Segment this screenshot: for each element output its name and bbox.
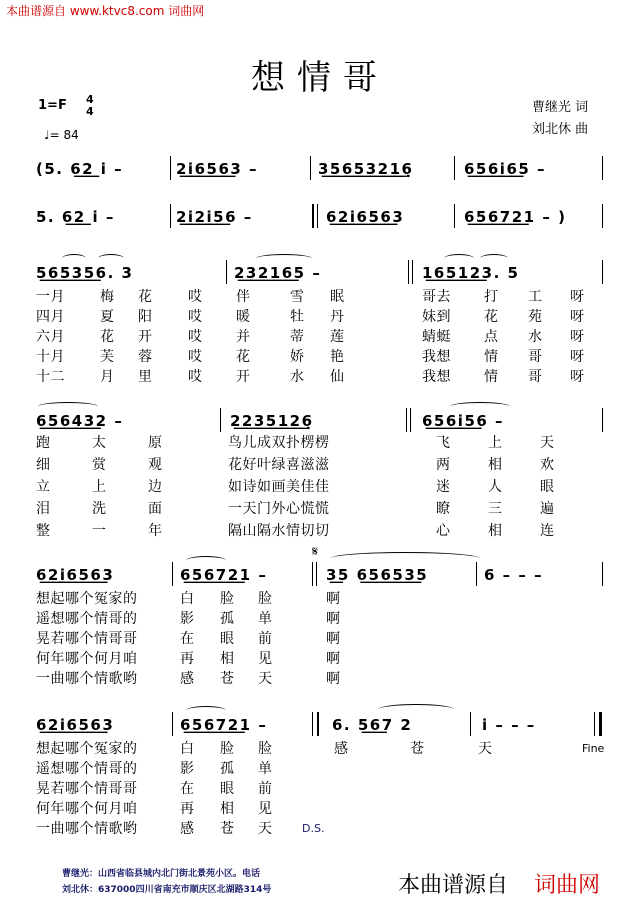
measure: (5. 6͟2͟ i – [36,160,124,178]
measure: 6͟5͟6͟7͟2͟1 – ) [464,208,567,226]
lyric-line: 遥想哪个情哥的 影 孤 单 [36,761,273,777]
lyrics-block-1 [36,286,606,385]
footer-line-1: 曹继光：山西省临县城内北门街北景苑小区。电话 [62,869,261,879]
lyric-line: 整 一 年 隔山隔水情切切 心 相 连 [36,523,555,539]
lyric-line: 何年哪个何月咱 再 相 见 [36,801,273,817]
measure: 2͟3͟2͟1͟6͟5 – [234,264,322,282]
lyric-line: 晃若哪个情哥哥 在 眼 前 啊 [36,631,341,647]
brand-link[interactable]: 词曲网 [534,873,601,898]
lyric-line: 一曲哪个情歌哟 感 苍 天 啊 [36,671,341,687]
lyric-line: 遥想哪个情哥的 影 孤 单 啊 [36,611,341,627]
lyric-line: 一曲哪个情歌哟 感 苍 天 [36,821,273,837]
measure: 6͟5͟6͟4͟3͟2 – [36,412,124,430]
measure: 2͟i͟6͟5͟6͟3 – [176,160,259,178]
lyric-line: 六月 花 开 哎 并 蒂 莲 蜻蜓 点 水 呀 [36,329,585,345]
lyrics-block-2 [36,432,606,539]
ds-mark: D.S. [302,822,325,835]
measure: 6͟5͟6͟i͟5͟6 – [422,412,505,430]
measure: 3͟5 6͟5͟6͟5͟3͟5 [326,566,429,584]
source-header: 本曲谱源自 www.ktvc8.com 词曲网 [6,4,205,18]
measure: 6. 5͟6͟7 2 [332,716,413,734]
footer-line-2: 刘北休：637000四川省南充市顺庆区北湖路314号 [62,885,272,895]
lyric-line: 细 赏 观 花好叶绿喜滋滋 两 相 欢 [36,457,555,473]
measure: 2͟2͟3͟5͟1͟2͟6̣ [230,412,314,430]
measure: 6͟5͟6͟i͟6͟5 – [464,160,547,178]
lyric-line: 一月 梅 花 哎 伴 雪 眠 哥去 打 工 呀 [36,289,585,305]
measure: 6͟5͟6͟7͟2͟1 – [180,566,268,584]
music-row-1 [36,156,606,186]
lyric-line: 立 上 边 如诗如画美佳佳 迷 人 眼 [36,479,555,495]
measure: 5. 6͟2͟ i – [36,208,115,226]
key-signature: 1=F [38,98,67,113]
time-top: 4 [86,93,94,106]
composer-credit: 刘北休 曲 [532,122,589,137]
measure: 5͟6͟5͟3͟5͟6. 3 [36,264,134,282]
measure: i – – – [482,716,536,734]
segno-mark: 𝄋 [312,544,319,560]
lyric-line: 想起哪个冤家的 白 脸 脸 感 苍 天 [36,741,493,757]
measure: 2͟i͟2͟i͟5͟6 – [176,208,253,226]
lyric-line: 四月 夏 阳 哎 暖 牡 丹 妹到 花 苑 呀 [36,309,585,325]
brand-text: 本曲谱源自 [398,873,509,898]
lyric-line: 晃若哪个情哥哥 在 眼 前 [36,781,273,797]
tempo-mark: ♩= 84 [44,128,79,142]
time-signature [86,94,94,118]
time-bottom: 4 [86,105,94,118]
lyrics-block-3 [36,588,366,688]
music-row-2 [36,204,606,234]
lyric-line: 想起哪个冤家的 白 脸 脸 啊 [36,591,341,607]
measure: 1͟6͟5͟1͟2͟3. 5 [422,264,520,282]
measure: 3͟5͟6͟5͟3͟2͟1͟6̣ [318,160,414,178]
lyric-line: 泪 洗 面 一天门外心慌慌 瞭 三 遍 [36,501,555,517]
lyric-line: 何年哪个何月咱 再 相 见 啊 [36,651,341,667]
lyric-line: 跑 太 原 鸟儿成双扑楞楞 飞 上 天 [36,435,555,451]
lyric-line: 十月 芙 蓉 哎 花 娇 艳 我想 情 哥 呀 [36,349,585,365]
fine-mark: Fine [582,742,605,755]
measure: 6͟2͟i͟6͟5͟6͟3 [36,566,115,584]
measure: 6 – – – [484,566,544,584]
lyricist-credit: 曹继光 词 [532,100,589,115]
measure: 6͟5͟6͟7͟2͟1 – [180,716,268,734]
lyric-line: 十二 月 里 哎 开 水 仙 我想 情 哥 呀 [36,369,585,385]
song-title: 想情哥 [251,58,389,98]
measure: 6͟2͟i͟6͟5͟6͟3 [36,716,115,734]
lyrics-block-4 [36,738,516,838]
measure: 6͟2͟i͟6͟5͟6͟3 [326,208,405,226]
